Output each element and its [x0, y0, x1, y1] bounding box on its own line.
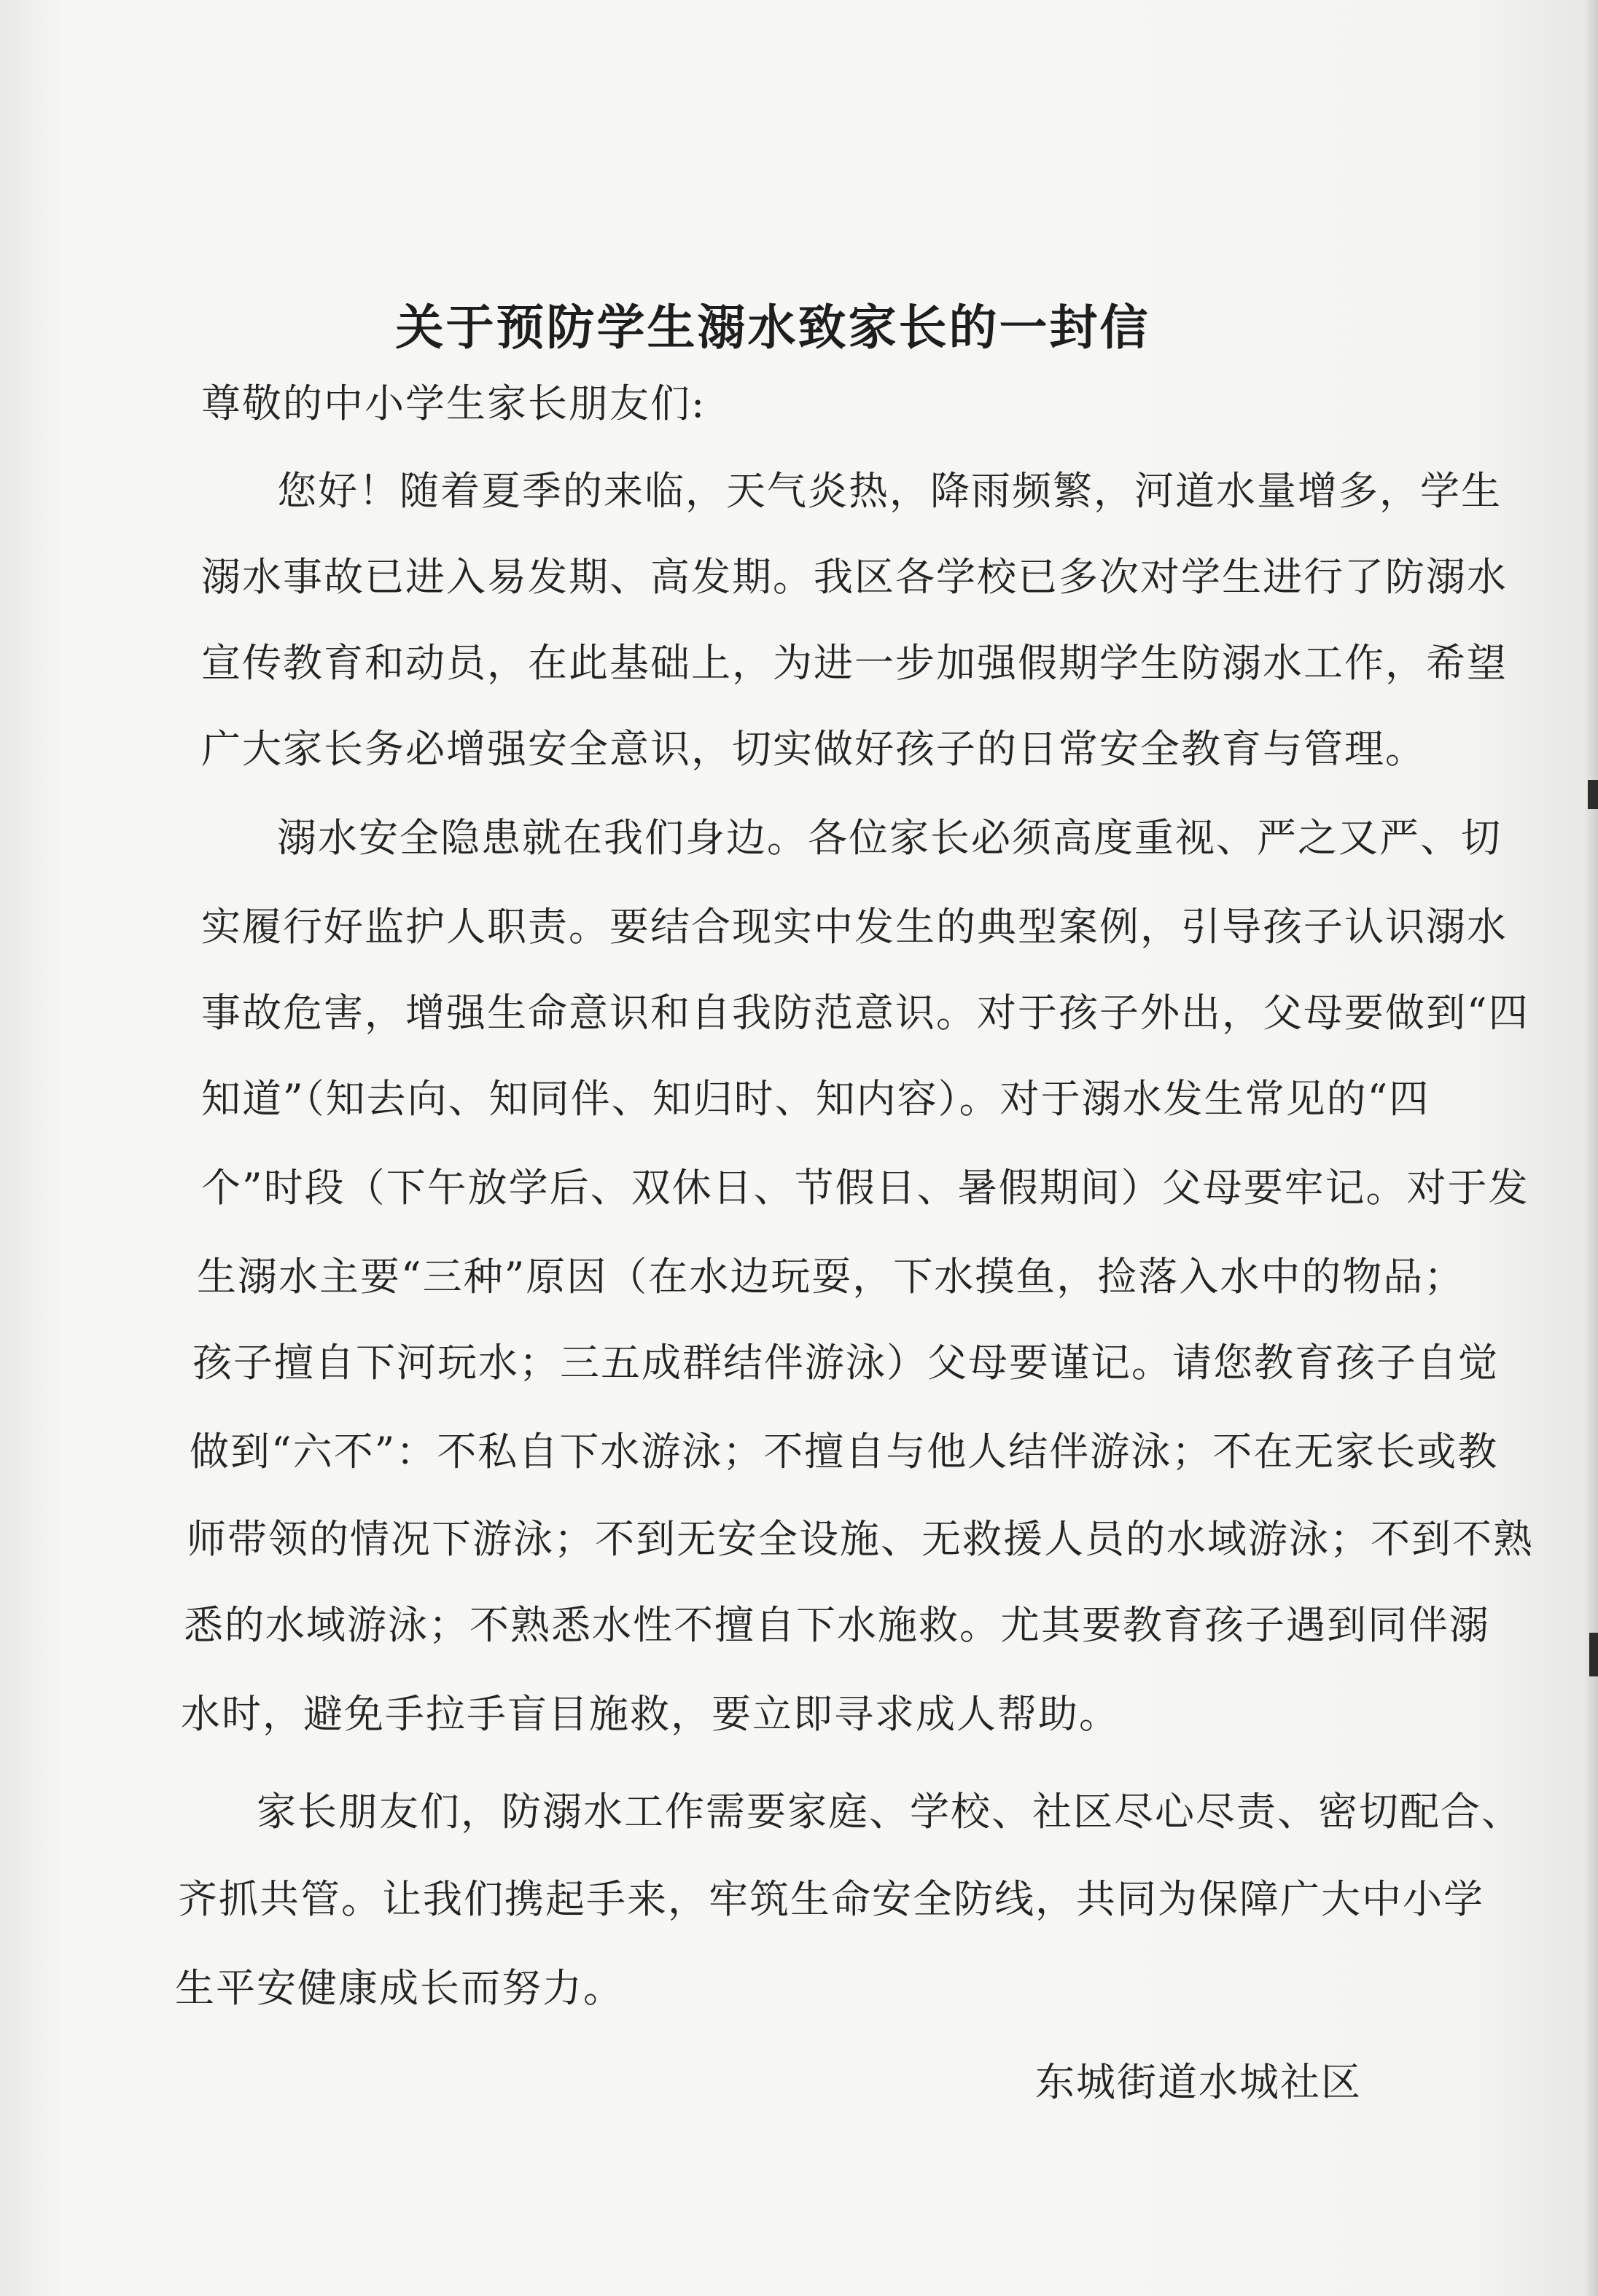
body-line: 宣传教育和动员，在此基础上，为进一步加强假期学生防溺水工作，希望	[201, 640, 1508, 686]
edge-mark	[1588, 780, 1598, 809]
body-line: 悉的水域游泳；不熟悉水性不擅自下水施救。尤其要教育孩子遇到同伴溺	[184, 1602, 1490, 1648]
body-line: 您好！随着夏季的来临，天气炎热，降雨频繁，河道水量增多，学生	[277, 468, 1502, 514]
salutation: 尊敬的中小学生家长朋友们:	[201, 380, 706, 426]
body-line: 溺水事故已进入易发期、高发期。我区各学校已多次对学生进行了防溺水	[201, 554, 1508, 600]
body-line: 事故危害，增强生命意识和自我防范意识。对于孩子外出，父母要做到“四	[201, 990, 1529, 1036]
body-line: 做到“六不”：不私自下水游泳；不擅自与他人结伴游泳；不在无家长或教	[190, 1429, 1499, 1475]
body-line: 齐抓共管。让我们携起手来，牢筑生命安全防线，共同为保障广大中小学	[178, 1876, 1484, 1922]
edge-mark	[1589, 1633, 1598, 1676]
body-line: 个”时段（下午放学后、双休日、节假日、暑假期间）父母要牢记。对于发	[201, 1165, 1529, 1211]
body-line: 孩子擅自下河玩水；三五成群结伴游泳）父母要谨记。请您教育孩子自觉	[192, 1340, 1499, 1386]
body-line: 溺水安全隐患就在我们身边。各位家长必须高度重视、严之又严、切	[277, 815, 1502, 861]
body-line: 广大家长务必增强安全意识，切实做好孩子的日常安全教育与管理。	[201, 726, 1426, 772]
body-line: 水时，避免手拉手盲目施救，要立即寻求成人帮助。	[181, 1691, 1120, 1737]
body-line: 生平安健康成长而努力。	[175, 1965, 624, 2011]
body-line: 师带领的情况下游泳；不到无安全设施、无救援人员的水域游泳；不到不熟	[187, 1516, 1534, 1562]
body-line: 实履行好监护人职责。要结合现实中发生的典型案例，引导孩子认识溺水	[201, 904, 1508, 950]
body-line: 家长朋友们，防溺水工作需要家庭、学校、社区尽心尽责、密切配合、	[257, 1789, 1522, 1835]
body-line: 知道”（知去向、知同伴、知归时、知内容）。对于溺水发生常见的“四	[201, 1076, 1430, 1122]
letter-title: 关于预防学生溺水致家长的一封信	[395, 299, 1150, 356]
signature: 东城街道水城社区	[1035, 2059, 1362, 2105]
page-edge-shadow	[1585, 0, 1598, 2296]
body-line: 生溺水主要“三种”原因（在水边玩耍，下水摸鱼，捡落入水中的物品；	[197, 1254, 1465, 1300]
